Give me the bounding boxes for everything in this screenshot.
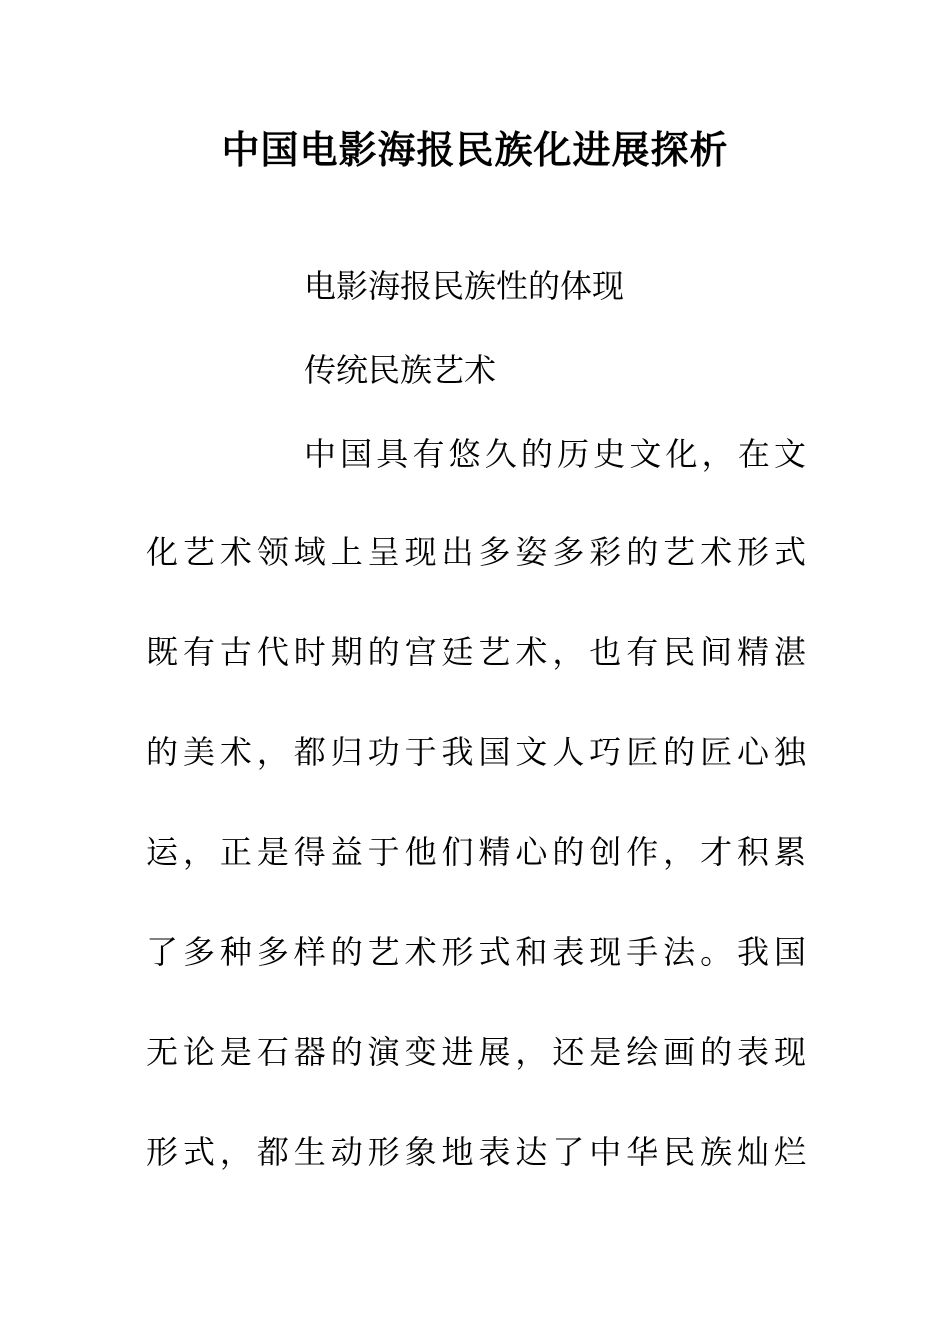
paragraph-line: 中国具有悠久的历史文化，在文 (304, 435, 806, 473)
section-heading: 电影海报民族性的体现 (304, 267, 625, 305)
paragraph-line: 的美术，都归功于我国文人巧匠的匠心独 (146, 733, 806, 771)
document-title: 中国电影海报民族化进展探析 (221, 128, 729, 172)
subsection-heading: 传统民族艺术 (304, 351, 497, 389)
paragraph-line: 形式，都生动形象地表达了中华民族灿烂 (146, 1133, 806, 1171)
paragraph-line: 无论是石器的演变进展，还是绘画的表现 (146, 1033, 806, 1071)
paragraph-line: 运，正是得益于他们精心的创作，才积累 (146, 833, 806, 871)
paragraph-line: 化艺术领域上呈现出多姿多彩的艺术形式 (146, 533, 806, 571)
paragraph-line: 了多种多样的艺术形式和表现手法。我国 (146, 933, 806, 971)
paragraph-line: 既有古代时期的宫廷艺术，也有民间精湛 (146, 633, 806, 671)
